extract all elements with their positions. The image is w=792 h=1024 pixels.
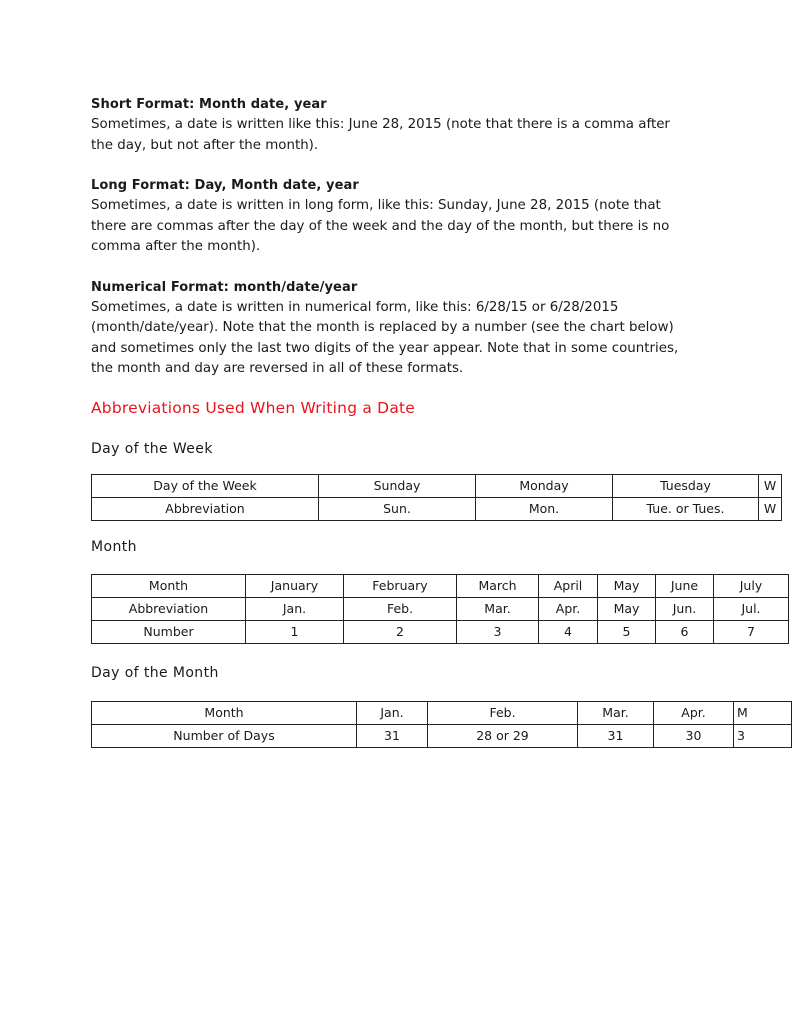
long-format-body: Sometimes, a date is written in long form, like this: Sunday, June 28, 2015 (note that there are commas after the day of the week and the day of the month, but there is no comma after the month). <box>91 198 670 254</box>
table-cell: 30 <box>654 724 734 747</box>
table-cell: Apr. <box>539 597 598 620</box>
table-cell: Apr. <box>654 701 734 724</box>
table-cell: W <box>759 497 782 520</box>
table-row <box>92 620 789 643</box>
month-table <box>91 574 789 644</box>
day-of-month-table <box>91 701 792 748</box>
numerical-format-body: Sometimes, a date is written in numerical form, like this: 6/28/15 or 6/28/2015 (month/date/year). Note that the month is replaced by a number (see the chart below) and sometimes only the last two digits of the year appear. Note that in some countries, the month and day are reversed in all of these formats. <box>91 299 679 376</box>
table-cell: Jun. <box>656 597 714 620</box>
table-cell: Jan. <box>246 597 344 620</box>
table-cell: 3 <box>734 724 792 747</box>
table-cell: 28 or 29 <box>428 724 578 747</box>
table-cell: 2 <box>344 620 457 643</box>
document-page <box>91 95 777 748</box>
table-row <box>92 497 782 520</box>
table-cell: Month <box>92 574 246 597</box>
short-format-body: Sometimes, a date is written like this: June 28, 2015 (note that there is a comma after the day, but not after the month). <box>91 117 670 153</box>
table-cell: Mar. <box>457 597 539 620</box>
table-cell: Month <box>92 701 357 724</box>
table-cell: Tue. or Tues. <box>613 497 759 520</box>
table-cell: 4 <box>539 620 598 643</box>
numerical-format-heading: Numerical Format: month/date/year <box>91 279 358 295</box>
table-cell: Number of Days <box>92 724 357 747</box>
table-cell: June <box>656 574 714 597</box>
table-cell: Jul. <box>714 597 789 620</box>
table-cell: 1 <box>246 620 344 643</box>
table-cell: Day of the Week <box>92 474 319 497</box>
day-of-week-table <box>91 474 782 521</box>
table-cell: Tuesday <box>613 474 759 497</box>
table-row <box>92 597 789 620</box>
table-cell: 5 <box>598 620 656 643</box>
table-row <box>92 474 782 497</box>
table-cell: May <box>598 597 656 620</box>
table-cell: 31 <box>357 724 428 747</box>
long-format-heading: Long Format: Day, Month date, year <box>91 178 359 193</box>
short-format-section <box>91 95 768 156</box>
table-cell: Mar. <box>578 701 654 724</box>
day-of-month-label: Day of the Month <box>91 664 219 681</box>
table-cell: Feb. <box>344 597 457 620</box>
table-cell: Sun. <box>319 497 476 520</box>
table-cell: W <box>759 474 782 497</box>
month-label: Month <box>91 538 137 555</box>
table-cell: Sunday <box>319 474 476 497</box>
table-cell: 31 <box>578 724 654 747</box>
abbreviations-title: Abbreviations Used When Writing a Date <box>91 398 416 417</box>
table-cell: April <box>539 574 598 597</box>
table-row <box>92 574 789 597</box>
numerical-format-section <box>91 278 768 380</box>
table-cell: Monday <box>476 474 613 497</box>
table-cell: Mon. <box>476 497 613 520</box>
table-cell: January <box>246 574 344 597</box>
table-cell: 3 <box>457 620 539 643</box>
long-format-section <box>91 176 768 258</box>
table-cell: February <box>344 574 457 597</box>
table-cell: 7 <box>714 620 789 643</box>
table-cell: Abbreviation <box>92 597 246 620</box>
table-cell: July <box>714 574 789 597</box>
table-cell: M <box>734 701 792 724</box>
table-cell: Number <box>92 620 246 643</box>
day-of-week-label: Day of the Week <box>91 440 213 457</box>
table-cell: Abbreviation <box>92 497 319 520</box>
table-row <box>92 701 792 724</box>
table-cell: 6 <box>656 620 714 643</box>
table-cell: March <box>457 574 539 597</box>
table-cell: Feb. <box>428 701 578 724</box>
table-row <box>92 724 792 747</box>
short-format-heading: Short Format: Month date, year <box>91 97 327 112</box>
table-cell: May <box>598 574 656 597</box>
table-cell: Jan. <box>357 701 428 724</box>
